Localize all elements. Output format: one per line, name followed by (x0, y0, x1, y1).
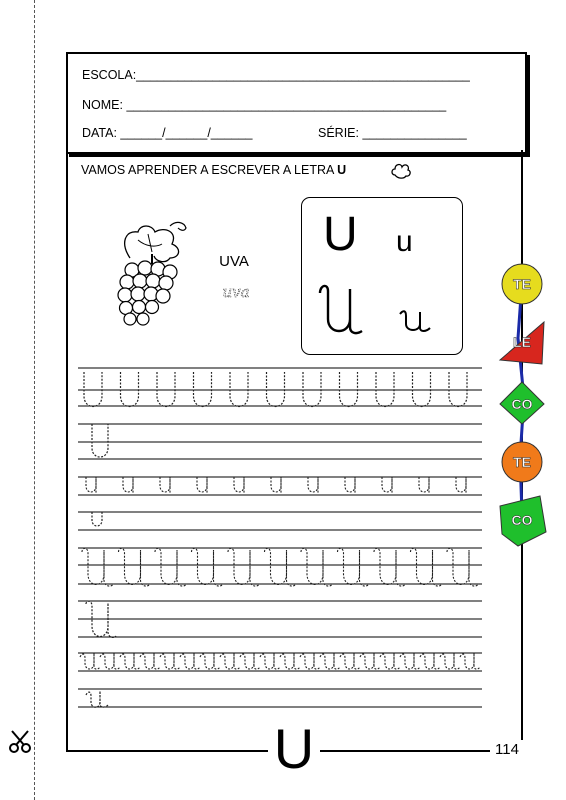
trace-uppercase-u (121, 372, 139, 407)
name-field[interactable]: NOME: ______________________________________________ (82, 98, 447, 112)
reading-badges (496, 258, 550, 550)
trace-cursive-lowercase-u (240, 653, 260, 669)
trace-cursive-lowercase-u (180, 653, 200, 669)
print-uppercase-letter: U (323, 208, 358, 261)
trace-lowercase-u (123, 477, 133, 494)
trace-cursive-lowercase-u (380, 653, 400, 669)
trace-cursive-lowercase-u (320, 653, 340, 669)
word-cursive-text: uva (222, 283, 250, 301)
badge-label: CO (511, 396, 533, 412)
trace-lowercase-u (456, 477, 466, 494)
school-field[interactable]: ESCOLA:________________________________________________ (82, 68, 470, 82)
print-lowercase-letter: u (396, 225, 413, 258)
trace-lowercase-u (197, 477, 207, 494)
trace-cursive-lowercase-u (460, 653, 480, 669)
trace-cursive-uppercase-u (374, 548, 406, 586)
cloud-icon (390, 160, 412, 180)
student-info-box (66, 52, 527, 154)
date-field[interactable]: DATA: ______/______/______ (82, 126, 253, 140)
trace-uppercase-u (267, 372, 285, 407)
tracing-practice-area[interactable] (78, 360, 482, 715)
trace-uppercase-u (340, 372, 358, 407)
trace-cursive-lowercase-u (260, 653, 280, 669)
trace-cursive-uppercase-u (411, 548, 443, 586)
trace-cursive-lowercase-u (200, 653, 220, 669)
trace-cursive-uppercase-u (301, 548, 333, 586)
instruction-letter: U (337, 163, 347, 177)
trace-uppercase-u (84, 372, 102, 407)
trace-uppercase-u (449, 372, 467, 407)
trace-model-uppercase (92, 424, 108, 457)
trace-lowercase-u (271, 477, 281, 494)
trace-cursive-lowercase-u (120, 653, 140, 669)
trace-uppercase-u (376, 372, 394, 407)
cursive-lowercase-letter (398, 304, 432, 334)
trace-cursive-uppercase-u (155, 548, 187, 586)
trace-cursive-lowercase-u (440, 653, 460, 669)
word-cursive (208, 283, 264, 301)
trace-cursive-lowercase-u (140, 653, 160, 669)
badge-label: CO (511, 512, 533, 528)
trace-cursive-lowercase-u (360, 653, 380, 669)
trace-model-cursive-lower (86, 691, 108, 707)
trace-lowercase-u (308, 477, 318, 494)
trace-lowercase-u (86, 477, 96, 494)
trace-cursive-uppercase-u (228, 548, 260, 586)
trace-cursive-lowercase-u (280, 653, 300, 669)
word-label: UVA (219, 253, 249, 270)
trace-cursive-uppercase-u (82, 548, 114, 586)
page-number: 114 (495, 741, 519, 758)
trace-cursive-lowercase-u (420, 653, 440, 669)
page-frame-left (66, 150, 68, 750)
trace-cursive-uppercase-u (119, 548, 151, 586)
trace-uppercase-u (303, 372, 321, 407)
trace-cursive-uppercase-u (447, 548, 479, 586)
trace-uppercase-u (194, 372, 212, 407)
trace-lowercase-u (419, 477, 429, 494)
badge-label: LE (513, 334, 531, 350)
page-frame-bottom (320, 750, 490, 752)
cursive-uppercase-letter (316, 281, 366, 339)
trace-uppercase-u (413, 372, 431, 407)
trace-cursive-lowercase-u (100, 653, 120, 669)
trace-cursive-lowercase-u (300, 653, 320, 669)
trace-cursive-lowercase-u (80, 653, 100, 669)
trace-cursive-uppercase-u (265, 548, 297, 586)
trace-lowercase-u (160, 477, 170, 494)
trace-cursive-lowercase-u (340, 653, 360, 669)
instruction-text (81, 163, 346, 177)
trace-uppercase-u (157, 372, 175, 407)
trace-model-lowercase (92, 512, 102, 526)
trace-lowercase-u (234, 477, 244, 494)
trace-lowercase-u (345, 477, 355, 494)
grape-icon (100, 218, 192, 330)
trace-cursive-lowercase-u (160, 653, 180, 669)
trace-cursive-uppercase-u (338, 548, 370, 586)
page-frame-bottom (66, 750, 268, 752)
grade-field[interactable]: SÉRIE: _______________ (318, 126, 467, 140)
instruction-prefix: VAMOS APRENDER A ESCREVER A LETRA (81, 163, 334, 177)
badge-label: TE (513, 276, 531, 292)
trace-uppercase-u (230, 372, 248, 407)
cut-line (34, 0, 35, 800)
footer-letter: U (273, 717, 315, 780)
badge-label: TE (513, 454, 531, 470)
scissors-icon (6, 728, 34, 756)
trace-cursive-lowercase-u (220, 653, 240, 669)
trace-cursive-uppercase-u (192, 548, 224, 586)
trace-lowercase-u (382, 477, 392, 494)
trace-cursive-lowercase-u (400, 653, 420, 669)
